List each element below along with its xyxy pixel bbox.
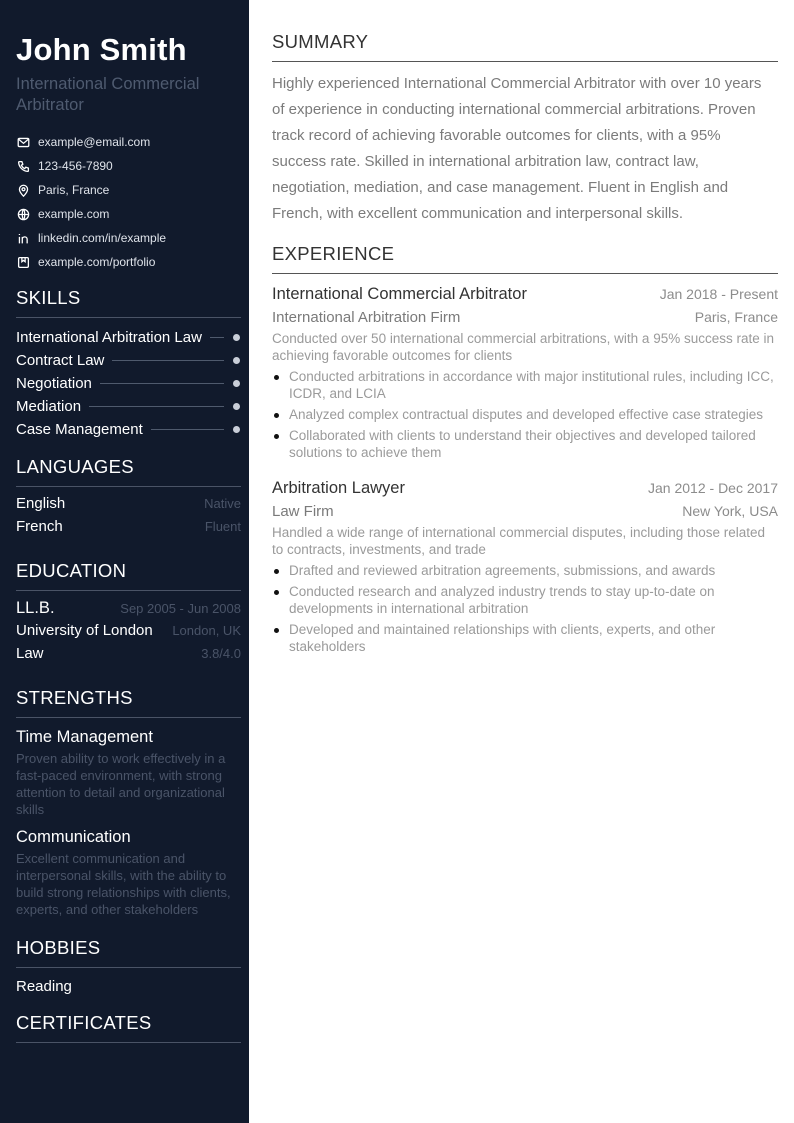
education-degree-row xyxy=(16,599,241,622)
skill-level-dot xyxy=(233,426,240,433)
contact-website-value: example.com xyxy=(38,207,110,221)
job-description: Handled a wide range of international commercial disputes, including those related to contracts, investments, and trade xyxy=(272,525,766,557)
contact-website[interactable] xyxy=(16,202,241,226)
skills-section xyxy=(16,286,241,441)
education-gpa: 3.8/4.0 xyxy=(201,646,241,661)
job-entry xyxy=(272,283,778,461)
job-location: New York, USA xyxy=(682,503,778,519)
education-school-row xyxy=(16,622,241,645)
skill-item xyxy=(16,395,241,418)
strength-description: Proven ability to work effectively in a fast-paced environment, with strong attention to detail and organizational skills xyxy=(16,751,226,817)
languages-section xyxy=(16,455,241,541)
candidate-title: International Commercial Arbitrator xyxy=(16,75,200,114)
globe-icon xyxy=(16,207,30,221)
contact-linkedin-value: linkedin.com/in/example xyxy=(38,231,167,245)
contact-email[interactable] xyxy=(16,130,241,154)
job-bullet: Developed and maintained relationships with clients, experts, and other stakeholders xyxy=(272,621,778,655)
summary-heading: SUMMARY xyxy=(272,30,778,62)
job-bullet: Collaborated with clients to understand their objectives and developed tailored solutions to achieve them xyxy=(272,427,778,461)
skill-item xyxy=(16,326,241,349)
candidate-name: John Smith xyxy=(16,32,187,67)
portfolio-icon xyxy=(16,255,30,269)
strength-name: Time Management xyxy=(16,728,153,746)
job-bullet: Analyzed complex contractual disputes and developed effective case strategies xyxy=(272,406,778,423)
language-name: French xyxy=(16,518,63,535)
skill-level-dot xyxy=(233,334,240,341)
education-dates: Sep 2005 - Jun 2008 xyxy=(120,601,241,616)
experience-heading: EXPERIENCE xyxy=(272,242,778,274)
summary-text: Highly experienced International Commercial Arbitrator with over 10 years of experience in conducting international commercial arbitrations. Proven track record of achieving favorable outcomes for clients, with a 95% success rate. Skilled in international arbitration law, contract law, negotiation, mediation, and case management. Fluent in English and French, with excellent communication and interpersonal skills. xyxy=(272,75,762,222)
strengths-section xyxy=(16,686,241,918)
job-bullets xyxy=(272,368,778,461)
skill-label: Negotiation xyxy=(16,375,92,392)
contact-phone[interactable] xyxy=(16,154,241,178)
contact-location xyxy=(16,178,241,202)
contact-email-value: example@email.com xyxy=(38,135,151,149)
strength-name: Communication xyxy=(16,828,131,846)
job-title: International Commercial Arbitrator xyxy=(272,285,527,303)
location-pin-icon xyxy=(16,183,30,197)
job-description: Conducted over 50 international commercial arbitrations, with a 95% success rate in achieving favorable outcomes for clients xyxy=(272,331,774,363)
contact-phone-value: 123-456-7890 xyxy=(38,159,113,173)
hobby-item: Reading xyxy=(16,978,72,995)
job-bullet: Drafted and reviewed arbitration agreements, submissions, and awards xyxy=(272,562,778,579)
language-name: English xyxy=(16,495,66,512)
job-company: International Arbitration Firm xyxy=(272,309,461,326)
skill-level-dot xyxy=(233,380,240,387)
job-bullet: Conducted arbitrations in accordance with major institutional rules, including ICC, ICDR, and LCIA xyxy=(272,368,778,402)
hobbies-section xyxy=(16,936,241,998)
job-dates: Jan 2012 - Dec 2017 xyxy=(648,480,778,496)
education-heading: EDUCATION xyxy=(16,559,241,591)
skill-label: Case Management xyxy=(16,421,143,438)
phone-icon xyxy=(16,159,30,173)
skill-label: Contract Law xyxy=(16,352,105,369)
job-dates: Jan 2018 - Present xyxy=(659,286,778,302)
job-bullets xyxy=(272,562,778,655)
skill-level-dot xyxy=(233,403,240,410)
job-company: Law Firm xyxy=(272,503,334,520)
job-title: Arbitration Lawyer xyxy=(272,479,405,497)
contact-list xyxy=(16,130,241,274)
experience-section xyxy=(272,242,778,655)
education-location: London, UK xyxy=(172,623,241,638)
skill-label: International Arbitration Law xyxy=(16,329,202,346)
skill-item xyxy=(16,372,241,395)
summary-section xyxy=(272,30,778,227)
main-content xyxy=(272,30,778,659)
education-degree: LL.B. xyxy=(16,599,55,617)
education-school: University of London xyxy=(16,622,153,639)
strengths-heading: STRENGTHS xyxy=(16,686,241,718)
skill-level-dot xyxy=(233,357,240,364)
envelope-icon xyxy=(16,135,30,149)
certificates-section xyxy=(16,1011,241,1043)
skill-label: Mediation xyxy=(16,398,82,415)
education-section xyxy=(16,559,241,668)
hobbies-heading: HOBBIES xyxy=(16,936,241,968)
job-bullet: Conducted research and analyzed industry trends to stay up-to-date on developments in international arbitration xyxy=(272,583,778,617)
linkedin-icon xyxy=(16,231,30,245)
contact-linkedin[interactable] xyxy=(16,226,241,250)
certificates-heading: CERTIFICATES xyxy=(16,1011,241,1043)
job-location: Paris, France xyxy=(694,309,778,325)
strength-description: Excellent communication and interpersonal skills, with the ability to build strong relationships with clients, experts, and other stakeholders xyxy=(16,851,231,917)
skills-heading: SKILLS xyxy=(16,286,241,318)
sidebar xyxy=(0,0,249,1123)
contact-portfolio[interactable] xyxy=(16,250,241,274)
skill-item xyxy=(16,418,241,441)
education-field: Law xyxy=(16,645,44,662)
language-item xyxy=(16,518,241,541)
skill-item xyxy=(16,349,241,372)
languages-heading: LANGUAGES xyxy=(16,455,241,487)
education-field-row xyxy=(16,645,241,668)
language-item xyxy=(16,495,241,518)
language-level: Native xyxy=(204,496,241,511)
contact-portfolio-value: example.com/portfolio xyxy=(38,255,156,269)
language-level: Fluent xyxy=(204,519,241,534)
job-entry xyxy=(272,477,778,655)
contact-location-value: Paris, France xyxy=(38,183,110,197)
